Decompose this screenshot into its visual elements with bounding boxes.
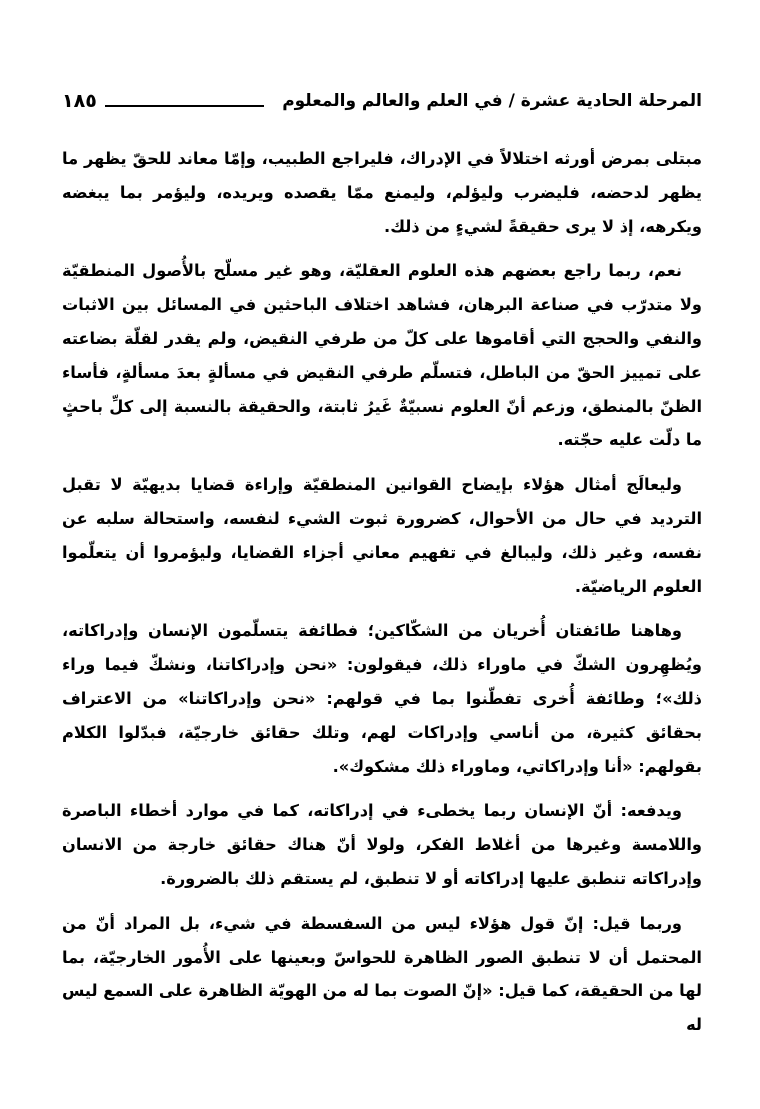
running-title: المرحلة الحادية عشرة / في العلم والعالم والمعلوم xyxy=(282,91,702,111)
paragraph: مبتلى بمرض أورثه اختلالاً في الإدراك، فليراجع الطبيب، وإمّا معاند للحقّ يظهر ما يظهر لدحضه، فليضرب وليؤلم، وليمنع ممّا يقصده ويريده، وليؤمر بما يبغضه ويكرهه، إذ لا يرى حقيقةً لشيءٍ من ذلك. xyxy=(62,149,702,236)
paragraph: وهاهنا طائفتان أُخريان من الشكّاكين؛ فطائفة يتسلّمون الإنسان وإدراكاته، ويُظهِرون الشكّ في ماوراء ذلك، فيقولون: «نحن وإدراكاتنا، ونشكّ فيما وراء ذلك»؛ وطائفة أُخرى تفطّنوا بما في قولهم: «نحن وإدراكاتنا» من الاعتراف بحقائق كثيرة، من أناسي وإدراكات لهم، وتلك حقائق خارجيّة، فبدّلوا الكلام بقولهم: «أنا وإدراكاتي، وماوراء ذلك مشكوك». xyxy=(62,621,702,776)
paragraph: ويدفعه: أنّ الإنسان ربما يخطىء في إدراكاته، كما في موارد أخطاء الباصرة واللامسة وغيرها من أغلاط الفكر، ولولا أنّ هناك حقائق خارجة من الانسان وإدراكاته تنطبق عليها إدراكاته أو لا تنطبق، لم يستقم ذلك بالضرورة. xyxy=(62,801,702,888)
paragraph: وربما قيل: إنّ قول هؤلاء ليس من السفسطة في شيء، بل المراد أنّ من المحتمل أن لا تنطبق الصور الظاهرة للحواسّ وبعينها على الأُمور الخارجيّة، بما لها من الحقيقة، كما قيل: «إنّ الصوت بما له من الهويّة الظاهرة على السمع ليس له xyxy=(62,913,702,1035)
body-text xyxy=(62,142,702,1053)
paragraph: نعم، ربما راجع بعضهم هذه العلوم العقليّة، وهو غير مسلّح بالأُصول المنطقيّة ولا متدرّب في صناعة البرهان، فشاهد اختلاف الباحثين في المسائل بين الاثبات والنفي والحجج التي أقاموها على كلّ من طرفي النقيض، ولم يقدر لقلّة بضاعته على تمييز الحقّ من الباطل، فتسلّم طرفي النقيض في مسألةٍ بعدَ مسألةٍ، فأساء الظنّ بالمنطق، وزعم أنّ العلوم نسبيّةٌ غَيرُ ثابتة، والحقيقة بالنسبة إلى كلِّ باحثٍ ما دلّت عليه حجّته. xyxy=(62,261,702,450)
page-number: ١٨٥ xyxy=(62,90,97,112)
header-rule xyxy=(105,105,264,107)
paragraph: وليعالَج أمثال هؤلاء بإيضاح القوانين المنطقيّة وإراءة قضايا بديهيّة لا تقبل الترديد في حال من الأحوال، كضرورة ثبوت الشيء لنفسه، واستحالة سلبه عن نفسه، وغير ذلك، وليبالغ في تفهيم معاني أجزاء القضايا، وليؤمروا أن يتعلّموا العلوم الرياضيّة. xyxy=(62,475,702,596)
running-header xyxy=(62,86,702,116)
